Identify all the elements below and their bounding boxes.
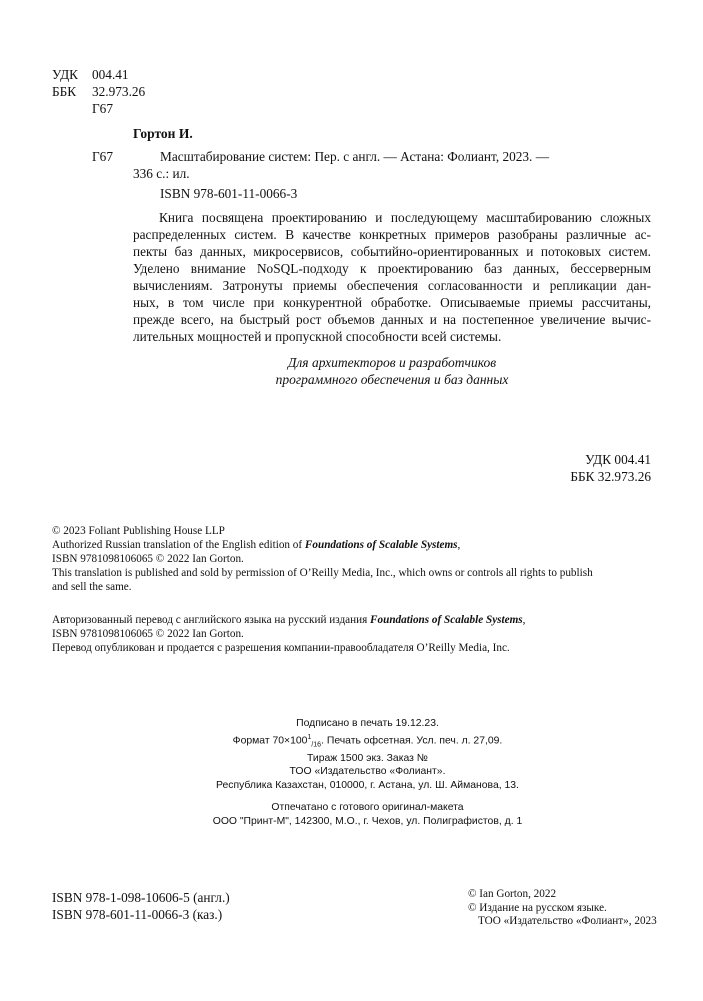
signed-line: Подписано в печать 19.12.23.: [296, 718, 439, 729]
book-title-en: Foundations of Scalable Systems: [304, 539, 458, 551]
entry-isbn: ISBN 978-601-11-0066-3: [160, 186, 298, 201]
rights-author: © Ian Gorton, 2022: [468, 888, 557, 900]
rights-edition: © Издание на русском языке.: [468, 901, 607, 914]
footer-rights: [468, 888, 657, 929]
printed-from-line: Отпечатано с готового оригинал-макета: [271, 802, 464, 814]
udk-right-block: [570, 451, 651, 485]
rights-publisher: ТОО «Издательство «Фолиант», 2023: [478, 915, 657, 927]
audience-note: [133, 354, 651, 388]
author-code: Г67: [92, 149, 113, 164]
title-line-1: Масштабирование систем: Пер. с англ. — Астана: Фолиант, 2023. —: [160, 149, 550, 164]
permission-ru-line: Перевод опубликован и продается с разрешения компании-правообладателя O’Reilly Media, Inc.: [52, 642, 510, 654]
annotation-line: Уделено внимание NoSQL-подходу к проектированию баз данных, бессерверным: [133, 261, 651, 276]
annotation-line: вычислениям. Затронуты приемы обеспечения согласованности и репликации дан-: [133, 278, 651, 293]
copyright-line: © 2023 Foliant Publishing House LLP: [52, 525, 225, 537]
annotation-line: ных, в том числе при конкурентной обработке. Описываемые приемы рассчитаны,: [133, 295, 651, 310]
copyright-russian: [52, 613, 652, 655]
format-line: Формат $70\times 100^1_{/16}$. Печать офсетная. Усл. печ. л. 27,09.: [232, 733, 503, 749]
permission-line: This translation is published and sold by permission of O’Reilly Media, Inc., which owns or controls all rights to publish: [52, 567, 593, 579]
isbn-english: ISBN 978-1-098-10606-5 (англ.): [52, 890, 230, 905]
bbk-right: ББК 32.973.26: [570, 469, 651, 484]
annotation-line: прежде всего, на быстрый рост объемов данных и на постепенное увеличение вычис-: [133, 312, 651, 327]
udk-value: 004.41: [92, 67, 129, 82]
udk-label: УДК: [52, 67, 79, 82]
bbk-label: ББК: [52, 84, 77, 99]
title-line-2: 336 с.: ил.: [133, 166, 190, 181]
audience-line-2: программного обеспечения и баз данных: [275, 372, 509, 387]
annotation-line: лительных мощностей и пропускной способности всей системы.: [133, 329, 502, 344]
printing-info: [170, 717, 565, 828]
copyright-english: [52, 524, 652, 594]
annotation-line: пекты баз данных, микросервисов, событийно-ориентированных и потоковых систем.: [133, 244, 651, 259]
author-sign: Г67: [92, 101, 113, 116]
isbn-ru-line: ISBN 9781098106065 © 2022 Ian Gorton.: [52, 628, 244, 640]
isbn-kazakh: ISBN 978-601-11-0066-3 (каз.): [52, 907, 223, 922]
publisher-line: ТОО «Издательство «Фолиант».: [289, 766, 446, 778]
annotation: [133, 209, 651, 345]
footer-isbns: [52, 889, 230, 923]
translation-ru-line: Авторизованный перевод с английского языка на русский издания Foundations of Scalable Systems,: [52, 614, 526, 626]
translation-line: Authorized Russian translation of the English edition of Foundations of Scalable Systems,: [52, 539, 461, 551]
audience-line-1: Для архитекторов и разработчиков: [287, 355, 497, 370]
udk-right: УДК 004.41: [585, 452, 651, 467]
address-line: Республика Казахстан, 010000, г. Астана, ул. Ш. Айманова, 13.: [216, 779, 519, 791]
bbk-value: 32.973.26: [92, 84, 146, 99]
isbn-en-line: ISBN 9781098106065 © 2022 Ian Gorton.: [52, 553, 244, 565]
annotation-line: Книга посвящена проектированию и последующему масштабированию сложных: [159, 210, 651, 225]
permission-line-2: and sell the same.: [52, 581, 132, 593]
printer-line: ООО "Принт-М", 142300, М.О., г. Чехов, ул. Полиграфистов, д. 1: [212, 815, 523, 827]
book-title-ru: Foundations of Scalable Systems: [370, 614, 523, 626]
annotation-line: распределенных систем. В качестве конкретных примеров разобраны различные ас-: [133, 227, 651, 242]
run-line: Тираж 1500 экз. Заказ №: [307, 752, 428, 764]
author-name: Гортон И.: [133, 126, 193, 141]
